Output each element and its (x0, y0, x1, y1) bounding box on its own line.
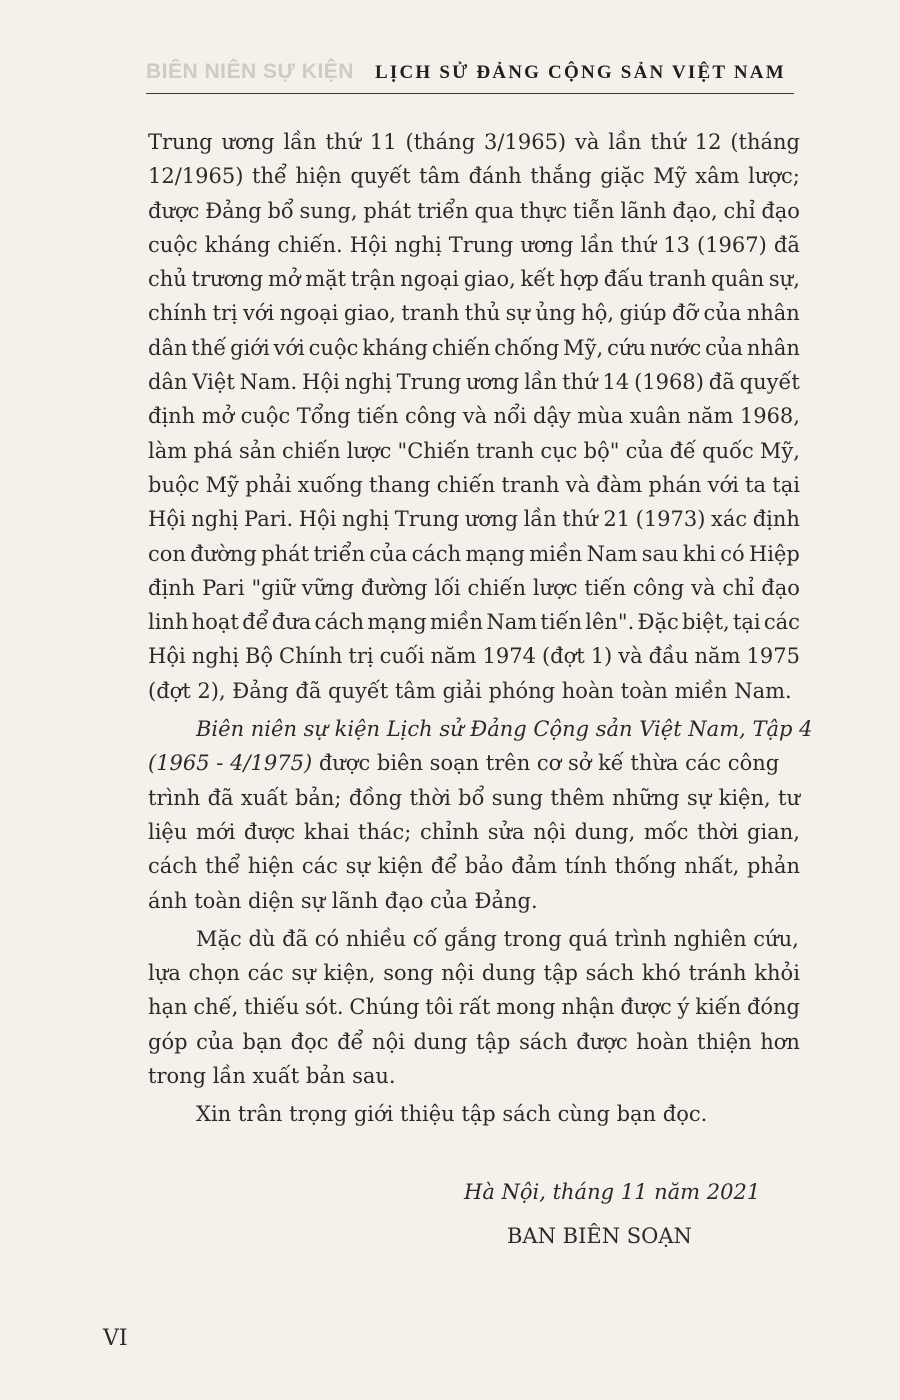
paragraph-3 (148, 922, 800, 1093)
text-line: dân thế giới với cuộc kháng chiến chống Mỹ, cứu nước của nhân (148, 335, 800, 360)
text-line: chủ trương mở mặt trận ngoại giao, kết hợp đấu tranh quân sự, (148, 267, 800, 292)
text-line: Mặc dù đã có nhiều cố gắng trong quá trình nghiên cứu, (196, 926, 799, 951)
text-line: Hội nghị Pari. Hội nghị Trung ương lần thứ 21 (1973) xác định (148, 507, 800, 532)
text-line: Xin trân trọng giới thiệu tập sách cùng bạn đọc. (196, 1102, 708, 1127)
text-line: cách thể hiện các sự kiện để bảo đảm tính thống nhất, phản (148, 854, 800, 879)
text-line: Trung ương lần thứ 11 (tháng 3/1965) và lần thứ 12 (tháng (148, 130, 800, 154)
text-line: góp của bạn đọc để nội dung tập sách được hoàn thiện hơn (148, 1029, 800, 1054)
body-text (148, 125, 813, 1136)
text-line: buộc Mỹ phải xuống thang chiến tranh và đàm phán với ta tại (148, 472, 800, 497)
text-line: linh hoạt để đưa cách mạng miền Nam tiến lên". Đặc biệt, tại các (148, 610, 800, 635)
place-date: Hà Nội, tháng 11 năm 2021 (464, 1180, 761, 1204)
text-line: chính trị với ngoại giao, tranh thủ sự ủng hộ, giúp đỡ của nhân (148, 301, 800, 326)
text-line: 12/1965) thể hiện quyết tâm đánh thắng giặc Mỹ xâm lược; (148, 164, 800, 189)
text-line: trình đã xuất bản; đồng thời bổ sung thêm những sự kiện, tư (148, 785, 800, 810)
text-line: Biên niên sự kiện Lịch sử Đảng Cộng sản Việt Nam, Tập 4 (196, 717, 813, 742)
text-line: liệu mới được khai thác; chỉnh sửa nội dung, mốc thời gian, (148, 819, 800, 844)
paragraph-1 (148, 125, 800, 708)
paragraph-4 (148, 1097, 800, 1131)
text-line: ánh toàn diện sự lãnh đạo của Đảng. (148, 888, 538, 913)
paragraph-2 (148, 712, 813, 918)
text-line: định mở cuộc Tổng tiến công và nổi dậy mùa xuân năm 1968, (148, 404, 800, 429)
book-title: LỊCH SỬ ĐẢNG CỘNG SẢN VIỆT NAM (375, 62, 786, 83)
text-line: (đợt 2), Đảng đã quyết tâm giải phóng hoàn toàn miền Nam. (148, 678, 792, 703)
text-line: con đường phát triển của cách mạng miền Nam sau khi có Hiệp (148, 541, 800, 566)
header-rule (146, 93, 794, 94)
signatory: BAN BIÊN SOẠN (507, 1224, 692, 1248)
running-header (146, 60, 794, 92)
text-line: trong lần xuất bản sau. (148, 1064, 396, 1089)
text-line: được Đảng bổ sung, phát triển qua thực tiễn lãnh đạo, chỉ đạo (148, 198, 800, 223)
page-number: VI (103, 1326, 128, 1351)
text-line: lựa chọn các sự kiện, song nội dung tập sách khó tránh khỏi (148, 961, 800, 986)
series-title: BIÊN NIÊN SỰ KIỆN (146, 60, 354, 83)
text-line: định Pari "giữ vững đường lối chiến lược tiến công và chỉ đạo (148, 575, 800, 600)
text-line: (1965 - 4/1975) được biên soạn trên cơ sở kế thừa các công (148, 751, 780, 776)
text-line: cuộc kháng chiến. Hội nghị Trung ương lần thứ 13 (1967) đã (148, 232, 800, 257)
text-line: Hội nghị Bộ Chính trị cuối năm 1974 (đợt 1) và đầu năm 1975 (148, 644, 800, 669)
text-line: làm phá sản chiến lược "Chiến tranh cục bộ" của đế quốc Mỹ, (148, 438, 800, 463)
text-line: dân Việt Nam. Hội nghị Trung ương lần thứ 14 (1968) đã quyết (148, 370, 800, 395)
text-line: hạn chế, thiếu sót. Chúng tôi rất mong nhận được ý kiến đóng (148, 995, 800, 1020)
